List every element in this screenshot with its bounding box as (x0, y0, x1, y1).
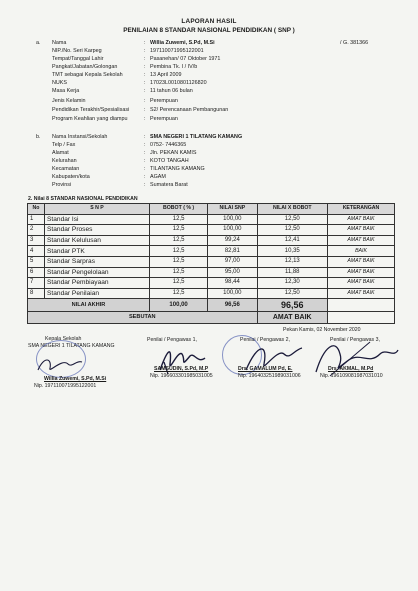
report-title: LAPORAN HASIL (181, 18, 237, 25)
section-b-marker: b. (36, 134, 41, 140)
cell-nxb: 12,13 (257, 256, 327, 267)
table-row (28, 288, 395, 299)
cell-snp: Standar Penilaian (45, 288, 150, 299)
penilai-2-nip: Nip. 196403251989031006 (238, 373, 301, 379)
sebutan-label: SEBUTAN (28, 312, 258, 324)
penilai-1-title: Penilai / Pengawas 1, (147, 337, 197, 343)
signature-kepsek (34, 350, 84, 376)
penilai-3-nip: Nip. 196109081987031010 (320, 373, 383, 379)
snp-score-table (27, 203, 395, 324)
sebutan-empty-cell (327, 312, 394, 324)
table-row (28, 225, 395, 236)
sebutan-value: AMAT BAIK (257, 312, 327, 324)
total-label: NILAI AKHIR (28, 299, 150, 312)
cell-nxb: 12,50 (257, 214, 327, 225)
total-bobot: 100,00 (150, 299, 208, 312)
penilai-2-title: Penilai / Pengawas 2, (240, 337, 290, 343)
cell-bobot: 12,5 (150, 267, 208, 278)
cell-bobot: 12,5 (150, 214, 208, 225)
cell-nilai: 95,00 (208, 267, 257, 278)
report-subtitle: PENILAIAN 8 STANDAR NASIONAL PENDIDIKAN ( SNP ) (123, 27, 295, 34)
table-row (28, 214, 395, 225)
cell-keterangan: AMAT BAIK (327, 225, 394, 236)
cell-no: 3 (28, 235, 45, 246)
cell-snp: Standar Pengelolaan (45, 267, 150, 278)
cell-bobot: 12,5 (150, 235, 208, 246)
penilai-3-title: Penilai / Pengawas 3, (330, 337, 380, 343)
table-row (28, 256, 395, 267)
table-header-row (28, 204, 395, 215)
cell-snp: Standar Proses (45, 225, 150, 236)
cell-no: 5 (28, 256, 45, 267)
table-row (28, 235, 395, 246)
col-header-keterangan: KETERANGAN (327, 204, 394, 215)
col-header-bobot: BOBOT ( % ) (150, 204, 208, 215)
cell-keterangan: AMAT BAIK (327, 235, 394, 246)
cell-bobot: 12,5 (150, 246, 208, 257)
cell-keterangan: AMAT BAIK (327, 288, 394, 299)
cell-nilai: 97,00 (208, 256, 257, 267)
cell-nxb: 12,41 (257, 235, 327, 246)
total-row (28, 299, 395, 312)
cell-nilai: 100,00 (208, 288, 257, 299)
sebutan-row (28, 312, 395, 324)
cell-bobot: 12,5 (150, 225, 208, 236)
col-header-nilai-x-bobot: NILAI X BOBOT (257, 204, 327, 215)
cell-bobot: 12,5 (150, 288, 208, 299)
table-row (28, 246, 395, 257)
cell-keterangan: AMAT BAIK (327, 267, 394, 278)
penilai-3-name: Drs. AKMAL, M.Pd (328, 366, 374, 372)
cell-no: 2 (28, 225, 45, 236)
cell-nxb: 12,50 (257, 288, 327, 299)
col-header-nilai: NILAI SNP (208, 204, 257, 215)
kepsek-name: Willia Zuwemi, S.Pd, M.Si (44, 376, 107, 382)
cell-nilai: 99,24 (208, 235, 257, 246)
cell-snp: Standar Isi (45, 214, 150, 225)
total-final: 96,56 (257, 299, 327, 312)
cell-bobot: 12,5 (150, 278, 208, 289)
cell-keterangan: AMAT BAIK (327, 256, 394, 267)
cell-no: 1 (28, 214, 45, 225)
cell-no: 6 (28, 267, 45, 278)
col-header-snp: S N P (45, 204, 150, 215)
cell-bobot: 12,5 (150, 256, 208, 267)
kepsek-school: SMA NEGERI 1 TILATANG KAMANG (28, 343, 115, 349)
cell-no: 7 (28, 278, 45, 289)
table-row (28, 278, 395, 289)
cell-nxb: 10,35 (257, 246, 327, 257)
cell-snp: Standar Sarpras (45, 256, 150, 267)
total-empty-cell (327, 299, 394, 312)
cell-nilai: 98,44 (208, 278, 257, 289)
cell-keterangan: AMAT BAIK (327, 214, 394, 225)
cell-nilai: 82,81 (208, 246, 257, 257)
table-title: 2. Nilai 8 STANDAR NASIONAL PENDIDIKAN (28, 196, 138, 202)
cell-no: 4 (28, 246, 45, 257)
table-row (28, 267, 395, 278)
cell-nilai: 100,00 (208, 225, 257, 236)
cell-nxb: 12,50 (257, 225, 327, 236)
cell-snp: Standar Pembiayaan (45, 278, 150, 289)
cell-keterangan: BAIK (327, 246, 394, 257)
kepsek-title: Kepala Sekolah (45, 336, 82, 342)
document-page: LAPORAN HASIL PENILAIAN 8 STANDAR NASIONAL PENDIDIKAN ( SNP ) a. / G. 381366 Nama : Willia Zuwemi, S.Pd, M.Si NIP./No. Seri Karpeg : 197110071995122001 Tempat/Tanggal Lahir : Pasanehan/ 07 Oktober 1971 Pangkat/Jabatan/Golongan : Pembina Tk. I / IV/b TMT sebagai Kepala Sekolah : 13 April 2009 NUKS : 17023L0010801126820 Masa Kerja : 11 tahun 06 bulan Jenis Kelamin : Perempuan Pendidikan Terakhir/Spesialisasi : S2/ Perencanaan Pembangunan Program Keahlian yang diampu : Perempuan b. Nama Instansi/Sekolah : SMA NEGERI 1 TILATANG KAMANG Telp / Fax : 0752- 7446365 Alamat : Jln. PEKAN KAMIS Kelurahan : KOTO TANGAH Kecamatan : TILANTANG KAMANG Kabupaten/kota : AGAM Provinsi : Sumatera Barat 2. Nilai 8 STANDAR NASIONAL PENDIDIKAN No S N P BOBOT ( % ) NILAI SNP NILAI X BOBOT KETERANGAN 1 Standar Isi 12,5 100,00 12,50 AMAT BAIK 2 Standar Proses 12,5 100,00 12,50 AMAT BAIK 3 Standar Kelulusan 12,5 99,24 12,41 AMAT BAIK 4 Standar PTK 12,5 82,81 10,35 BAIK 5 Standar Sarpras 12,5 97,00 12,13 AMAT BAIK 6 Standar Pengelolaan 12,5 95,00 11,88 AMAT BAIK 7 Standar Pembiayaan 12,5 98,44 12,30 AMAT BAIK 8 Standar Penilaian 12,5 100,00 12,50 AMAT BAIK NILAI AKHIR 100,00 96,56 96,56 SEBUTAN AMAT BAIK Pekan Kamis, 02 November 2020 Kepala Sekolah SMA NEGERI 1 TILATANG KAMANG Penilai / Pengawas 1, Penilai / Pengawas 2, Penilai / Pengawas 3, Willia Zuwemi, S.Pd, M.Si Nip. 197110071995122001 SAMSUDIN, S.Pd, M.P Nip. 196603301985031005 Drs. GAMALUM Pd, E. Nip. 196403251989031006 Drs. AKMAL, M.Pd Nip. 196109081987031010 (0, 0, 418, 591)
col-header-no: No (28, 204, 45, 215)
karpeg-ref: / G. 381366 (340, 40, 369, 46)
kepsek-nip: Nip. 197110071995122001 (34, 383, 97, 389)
cell-no: 8 (28, 288, 45, 299)
place-date: Pekan Kamis, 02 November 2020 (283, 327, 361, 333)
cell-keterangan: AMAT BAIK (327, 278, 394, 289)
cell-nxb: 11,88 (257, 267, 327, 278)
penilai-2-name: Drs. GAMALUM Pd, E. (238, 366, 293, 372)
cell-snp: Standar PTK (45, 246, 150, 257)
penilai-1-nip: Nip. 196603301985031005 (150, 373, 213, 379)
total-nilai: 96,56 (208, 299, 257, 312)
cell-nxb: 12,30 (257, 278, 327, 289)
cell-nilai: 100,00 (208, 214, 257, 225)
cell-snp: Standar Kelulusan (45, 235, 150, 246)
penilai-1-name: SAMSUDIN, S.Pd, M.P (154, 366, 209, 372)
section-a-marker: a. (36, 40, 41, 46)
